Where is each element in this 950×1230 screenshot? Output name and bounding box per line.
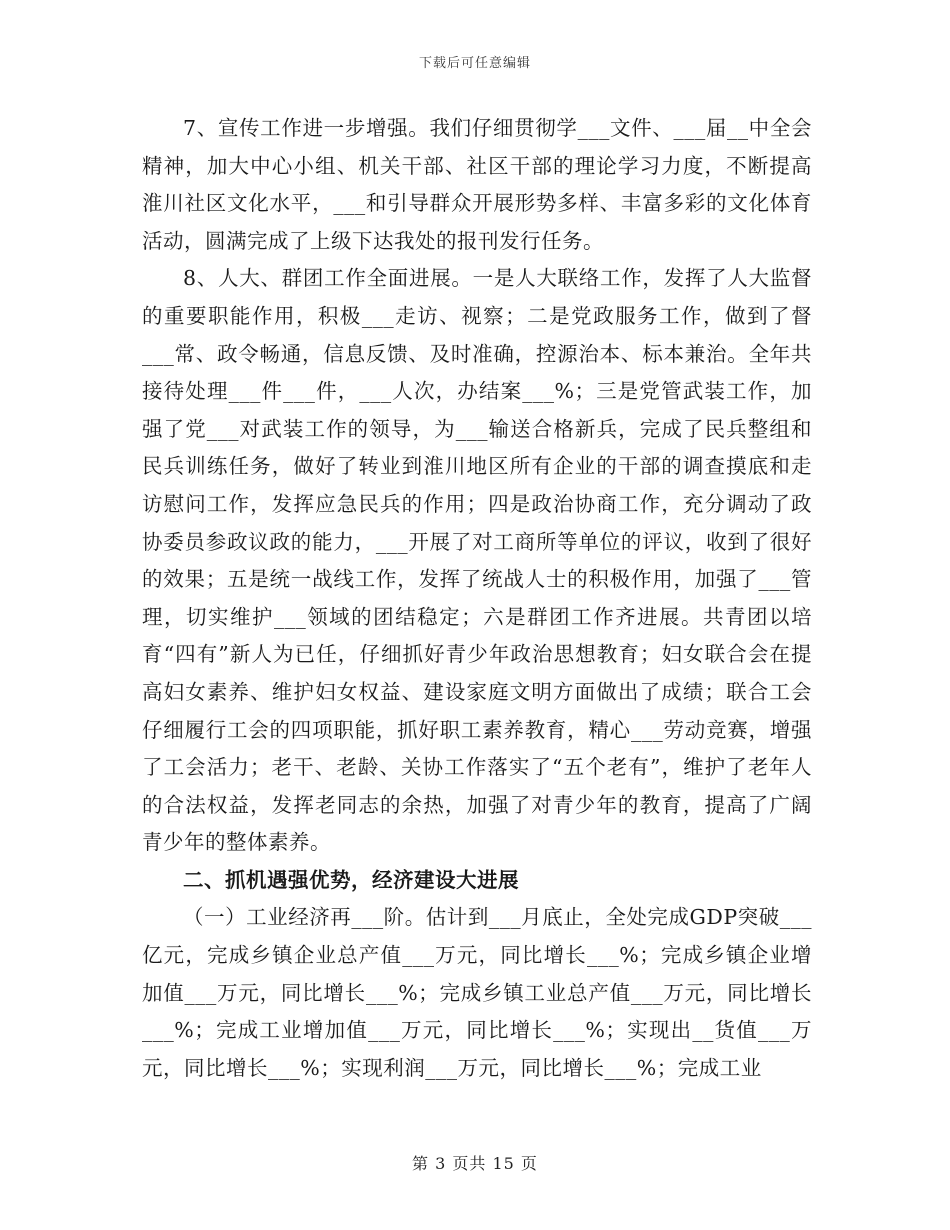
page-footer: 第 3 页共 15 页 bbox=[412, 1154, 538, 1173]
page-header: 下载后可任意编辑 bbox=[418, 56, 531, 71]
paragraph-industrial-economy: （一）工业经济再___阶。估计到___月底止，全处完成GDP突破___亿元，完成乡镇企业总产值___万元，同比增长___%；完成乡镇企业增加值___万元，同比增长___%；完成乡镇工业总产值___万元，同比增长___%；完成工业增加值___万元，同比增长___%；实现出__货值___万元，同比增长___%；实现利润___万元，同比增长___%；完成工业 bbox=[142, 905, 812, 1080]
paragraph-publicity: 7、宣传工作进一步增强。我们仔细贯彻学___文件、___届__中全会精神，加大中心小组、机关干部、社区干部的理论学习力度，不断提高淮川社区文化水平，___和引导群众开展形势多样、丰富多彩的文化体育活动，圆满完成了上级下达我处的报刊发行任务。 bbox=[142, 116, 812, 253]
paragraph-npc-mass-organizations: 8、人大、群团工作全面进展。一是人大联络工作，发挥了人大监督的重要职能作用，积极___走访、视察；二是党政服务工作，做到了督___常、政令畅通，信息反馈、及时准确，控源治本、标本兼治。全年共接待处理___件___件，___人次，办结案___%；三是党管武装工作，加强了党___对武装工作的领导，为___输送合格新兵，完成了民兵整组和民兵训练任务，做好了转业到淮川地区所有企业的干部的调查摸底和走访慰问工作，发挥应急民兵的作用；四是政治协商工作，充分调动了政协委员参政议政的能力，___开展了对工商所等单位的评议，收到了很好的效果；五是统一战线工作，发挥了统战人士的积极作用，加强了___管理，切实维护___领域的团结稳定；六是群团工作齐进展。共青团以培育“四有”新人为已任，仔细抓好青少年政治思想教育；妇女联合会在提高妇女素养、维护妇女权益、建设家庭文明方面做出了成绩；联合工会仔细履行工会的四项职能，抓好职工素养教育，精心___劳动竞赛，增强了工会活力；老干、老龄、关协工作落实了“五个老有”，维护了老年人的合法权益，发挥老同志的余热，加强了对青少年的教育，提高了广阔青少年的整体素养。 bbox=[142, 266, 812, 855]
section-heading: 二、抓机遇强优势，经济建设大进展 bbox=[183, 867, 519, 892]
document-body bbox=[142, 110, 812, 1087]
